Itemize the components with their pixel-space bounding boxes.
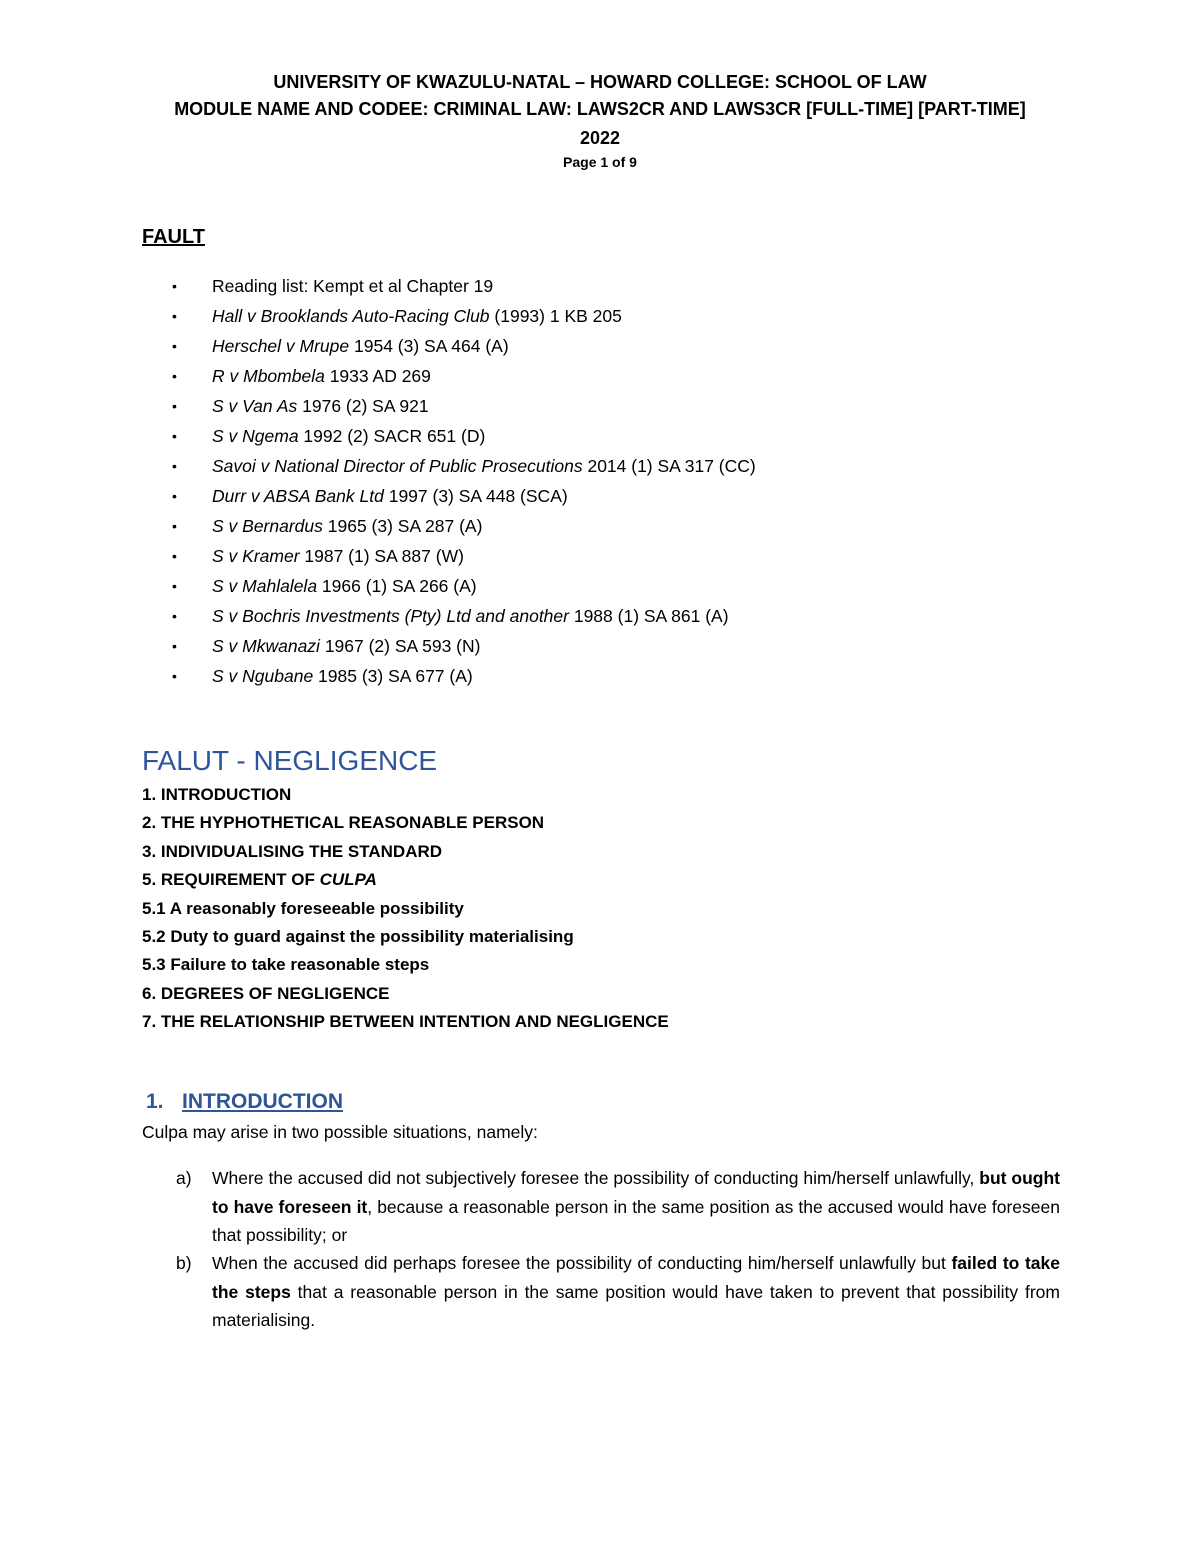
header-university: UNIVERSITY OF KWAZULU-NATAL – HOWARD COLLEGE: SCHOOL OF LAW bbox=[273, 72, 927, 92]
bullet-icon: • bbox=[172, 308, 177, 324]
section-number: 1. bbox=[146, 1090, 164, 1113]
outline-item: 5.1 A reasonably foreseeable possibility bbox=[142, 898, 464, 918]
list-marker: a) bbox=[176, 1168, 192, 1188]
case-citation: Reading list: Kempt et al Chapter 19 bbox=[212, 276, 494, 296]
case-citation: 1933 AD 269 bbox=[324, 366, 431, 386]
introduction-lead: Culpa may arise in two possible situations, namely: bbox=[142, 1122, 538, 1142]
case-name: Savoi v National Director of Public Prosecutions bbox=[212, 456, 583, 476]
list-marker: b) bbox=[176, 1253, 192, 1273]
bullet-icon: • bbox=[172, 338, 177, 354]
bullet-icon: • bbox=[172, 458, 177, 474]
bullet-icon: • bbox=[172, 668, 177, 684]
bullet-icon: • bbox=[172, 578, 177, 594]
case-name: R v Mbombela bbox=[212, 366, 325, 386]
outline-item: 5. REQUIREMENT OF CULPA bbox=[142, 870, 377, 890]
header-module: MODULE NAME AND CODEE: CRIMINAL LAW: LAWS2CR AND LAWS3CR [FULL-TIME] [PART-TIME] bbox=[174, 99, 1026, 119]
bullet-icon: • bbox=[172, 608, 177, 624]
case-name: S v Mkwanazi bbox=[212, 636, 320, 656]
bullet-icon: • bbox=[172, 518, 177, 534]
section-title: INTRODUCTION bbox=[182, 1090, 343, 1113]
negligence-outline bbox=[142, 781, 669, 1037]
case-name: S v Kramer bbox=[212, 546, 300, 566]
bullet-icon: • bbox=[172, 368, 177, 384]
outline-item: 6. DEGREES OF NEGLIGENCE bbox=[142, 983, 390, 1003]
outline-item: 7. THE RELATIONSHIP BETWEEN INTENTION AND NEGLIGENCE bbox=[142, 1012, 669, 1032]
case-citation: (1993) 1 KB 205 bbox=[489, 306, 622, 326]
case-citation: 2014 (1) SA 317 (CC) bbox=[582, 456, 756, 476]
case-citation: 1976 (2) SA 921 bbox=[297, 396, 429, 416]
outline-item: 3. INDIVIDUALISING THE STANDARD bbox=[142, 841, 443, 861]
negligence-title: FALUT - NEGLIGENCE bbox=[142, 745, 438, 776]
case-name: Herschel v Mrupe bbox=[212, 336, 350, 356]
outline-item: 5.2 Duty to guard against the possibility materialising bbox=[142, 926, 574, 946]
bullet-icon: • bbox=[172, 488, 177, 504]
bullet-icon: • bbox=[172, 548, 177, 564]
case-name: Durr v ABSA Bank Ltd bbox=[212, 486, 384, 506]
case-citation: 1967 (2) SA 593 (N) bbox=[319, 636, 481, 656]
case-name: S v Ngema bbox=[212, 426, 299, 446]
situation-text: Where the accused did not subjectively foresee the possibility of conducting him/herself unlawfully, but ought to have foreseen it, because a reasonable person in the same position as the accused would have foreseen that possibility; or bbox=[212, 1168, 1060, 1245]
outline-item: 2. THE HYPHOTHETICAL REASONABLE PERSON bbox=[142, 813, 545, 833]
case-name: S v Van As bbox=[212, 396, 298, 416]
fault-title: FAULT bbox=[142, 226, 205, 248]
header-page-number: Page 1 of 9 bbox=[563, 154, 637, 170]
header-year: 2022 bbox=[579, 128, 621, 148]
case-citation: 1965 (3) SA 287 (A) bbox=[322, 516, 483, 536]
situation-text: When the accused did perhaps foresee the possibility of conducting him/herself unlawfully but failed to take the steps that a reasonable person in the same position would have taken to prevent that possibility from materialising. bbox=[212, 1253, 1060, 1330]
case-citation: 1966 (1) SA 266 (A) bbox=[317, 576, 477, 596]
case-name: Hall v Brooklands Auto-Racing Club bbox=[212, 306, 490, 326]
case-citation: 1997 (3) SA 448 (SCA) bbox=[383, 486, 568, 506]
case-citation: 1954 (3) SA 464 (A) bbox=[349, 336, 509, 356]
case-name: S v Ngubane bbox=[212, 666, 314, 686]
outline-item: 5.3 Failure to take reasonable steps bbox=[142, 955, 430, 975]
case-name: S v Bochris Investments (Pty) Ltd and another bbox=[212, 606, 569, 626]
case-citation: 1992 (2) SACR 651 (D) bbox=[298, 426, 486, 446]
case-citation: 1988 (1) SA 861 (A) bbox=[568, 606, 729, 626]
bullet-icon: • bbox=[172, 278, 177, 294]
case-citation: 1987 (1) SA 887 (W) bbox=[299, 546, 464, 566]
case-citation: 1985 (3) SA 677 (A) bbox=[313, 666, 473, 686]
introduction-heading bbox=[146, 1090, 343, 1114]
bullet-icon: • bbox=[172, 398, 177, 414]
case-name: S v Bernardus bbox=[212, 516, 323, 536]
bullet-icon: • bbox=[172, 638, 177, 654]
outline-item: 1. INTRODUCTION bbox=[142, 785, 292, 804]
case-name: S v Mahlalela bbox=[212, 576, 318, 596]
bullet-icon: • bbox=[172, 428, 177, 444]
